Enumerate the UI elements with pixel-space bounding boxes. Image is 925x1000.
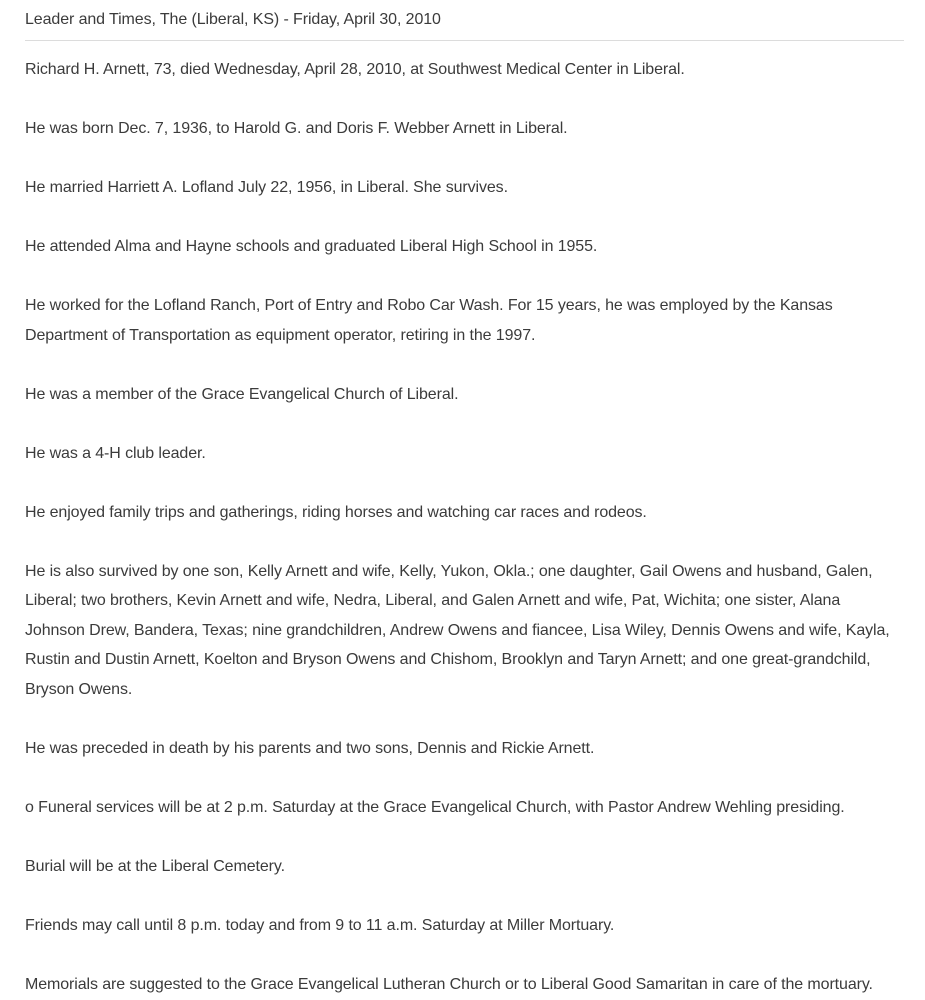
header-divider [25, 40, 904, 41]
paragraph-hobbies: He enjoyed family trips and gatherings, riding horses and watching car races and rodeos. [25, 503, 647, 521]
paragraph-church: He was a member of the Grace Evangelical Church of Liberal. [25, 385, 459, 403]
paragraph-career: He worked for the Lofland Ranch, Port of Entry and Robo Car Wash. For 15 years, he was employed by the Kansas Department of Transportation as equipment operator, retiring in the 1997. [25, 297, 833, 344]
paragraph-survivors: He is also survived by one son, Kelly Arnett and wife, Kelly, Yukon, Okla.; one daughter, Gail Owens and husband, Galen, Liberal; two brothers, Kevin Arnett and wife, Nedra, Liberal, and Galen Arnett and wife, Pat, Wichita; one sister, Alana Johnson Drew, Bandera, Texas; nine grandchildren, Andrew Owens and fiancee, Lisa Wiley, Dennis Owens and wife, Kayla, Rustin and Dustin Arnett, Koelton and Bryson Owens and Chishom, Brooklyn and Taryn Arnett; and one great-grandchild, Bryson Owens. [25, 562, 890, 698]
paragraph-birth: He was born Dec. 7, 1936, to Harold G. and Doris F. Webber Arnett in Liberal. [25, 120, 568, 137]
paragraph-marriage: He married Harriett A. Lofland July 22, 1956, in Liberal. She survives. [25, 179, 508, 196]
paragraph-visitation: Friends may call until 8 p.m. today and from 9 to 11 a.m. Saturday at Miller Mortuary. [25, 916, 615, 934]
paragraph-death-notice: Richard H. Arnett, 73, died Wednesday, April 28, 2010, at Southwest Medical Center in Liberal. [25, 61, 685, 78]
paragraph-burial: Burial will be at the Liberal Cemetery. [25, 857, 285, 875]
paragraph-memorials: Memorials are suggested to the Grace Evangelical Lutheran Church or to Liberal Good Samaritan in care of the mortuary. [25, 975, 873, 993]
obituary-body [25, 55, 900, 1000]
paragraph-club: He was a 4-H club leader. [25, 444, 206, 462]
source-header: Leader and Times, The (Liberal, KS) - Friday, April 30, 2010 [25, 11, 441, 28]
paragraph-education: He attended Alma and Hayne schools and graduated Liberal High School in 1955. [25, 238, 598, 255]
paragraph-preceded: He was preceded in death by his parents and two sons, Dennis and Rickie Arnett. [25, 739, 595, 757]
paragraph-funeral: o Funeral services will be at 2 p.m. Saturday at the Grace Evangelical Church, with Pastor Andrew Wehling presiding. [25, 798, 845, 816]
